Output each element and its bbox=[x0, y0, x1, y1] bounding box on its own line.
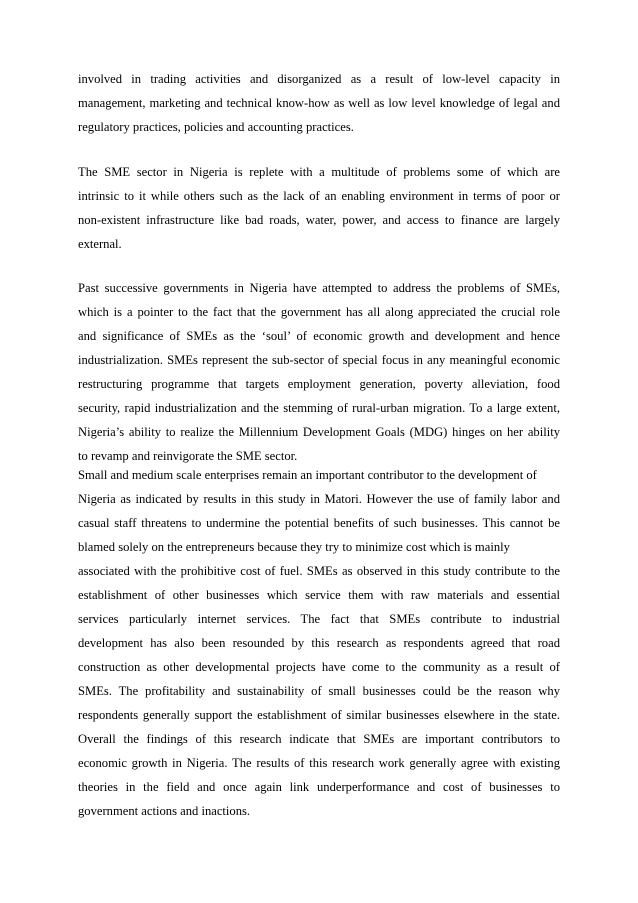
paragraph-line: industrialization. SMEs represent the sub-sector of special focus in any meaningful economic bbox=[78, 353, 560, 367]
paragraph-line: construction as other developmental projects have come to the community as a result of bbox=[78, 660, 560, 674]
paragraph-1 bbox=[78, 67, 560, 139]
paragraph-line: regulatory practices, policies and accounting practices. bbox=[78, 120, 354, 134]
paragraph-3 bbox=[78, 276, 560, 468]
paragraph-line: security, rapid industrialization and the stemming of rural-urban migration. To a large extent, bbox=[78, 401, 560, 415]
paragraph-line: theories in the field and once again link underperformance and cost of businesses to bbox=[78, 780, 560, 794]
paragraph-line: intrinsic to it while others such as the lack of an enabling environment in terms of poor or bbox=[78, 189, 560, 203]
paragraph-line: services particularly internet services. The fact that SMEs contribute to industrial bbox=[78, 612, 560, 626]
paragraph-line: which is a pointer to the fact that the government has all along appreciated the crucial role bbox=[78, 305, 560, 319]
paragraph-line: Small and medium scale enterprises remain an important contributor to the development of bbox=[78, 468, 537, 482]
paragraph-line: The SME sector in Nigeria is replete with a multitude of problems some of which are bbox=[78, 165, 560, 179]
paragraph-line: Past successive governments in Nigeria have attempted to address the problems of SMEs, bbox=[78, 281, 560, 295]
paragraph-line: management, marketing and technical know-how as well as low level knowledge of legal and bbox=[78, 96, 560, 110]
paragraph-line: restructuring programme that targets employment generation, poverty alleviation, food bbox=[78, 377, 560, 391]
paragraph-line: development has also been resounded by this research as respondents agreed that road bbox=[78, 636, 560, 650]
paragraph-2 bbox=[78, 160, 560, 256]
paragraph-4 bbox=[78, 463, 560, 823]
paragraph-line: respondents generally support the establishment of similar businesses elsewhere in the state. bbox=[78, 708, 560, 722]
paragraph-line: SMEs. The profitability and sustainability of small businesses could be the reason why bbox=[78, 684, 560, 698]
paragraph-line: casual staff threatens to undermine the potential benefits of such businesses. This cannot be bbox=[78, 516, 560, 530]
paragraph-line: to revamp and reinvigorate the SME sector. bbox=[78, 449, 298, 463]
paragraph-line: associated with the prohibitive cost of fuel. SMEs as observed in this study contribute to the bbox=[78, 564, 560, 578]
paragraph-line: Nigeria’s ability to realize the Millennium Development Goals (MDG) hinges on her ability bbox=[78, 425, 560, 439]
paragraph-line: external. bbox=[78, 237, 122, 251]
paragraph-line: economic growth in Nigeria. The results of this research work generally agree with existing bbox=[78, 756, 560, 770]
paragraph-line: and significance of SMEs as the ‘soul’ of economic growth and development and hence bbox=[78, 329, 560, 343]
paragraph-line: blamed solely on the entrepreneurs because they try to minimize cost which is mainly bbox=[78, 540, 510, 554]
paragraph-line: non-existent infrastructure like bad roads, water, power, and access to finance are largely bbox=[78, 213, 560, 227]
paragraph-line: Overall the findings of this research indicate that SMEs are important contributors to bbox=[78, 732, 560, 746]
paragraph-line: Nigeria as indicated by results in this study in Matori. However the use of family labor and bbox=[78, 492, 560, 506]
paragraph-line: involved in trading activities and disorganized as a result of low-level capacity in bbox=[78, 72, 560, 86]
paragraph-line: establishment of other businesses which service them with raw materials and essential bbox=[78, 588, 560, 602]
paragraph-line: government actions and inactions. bbox=[78, 804, 251, 818]
